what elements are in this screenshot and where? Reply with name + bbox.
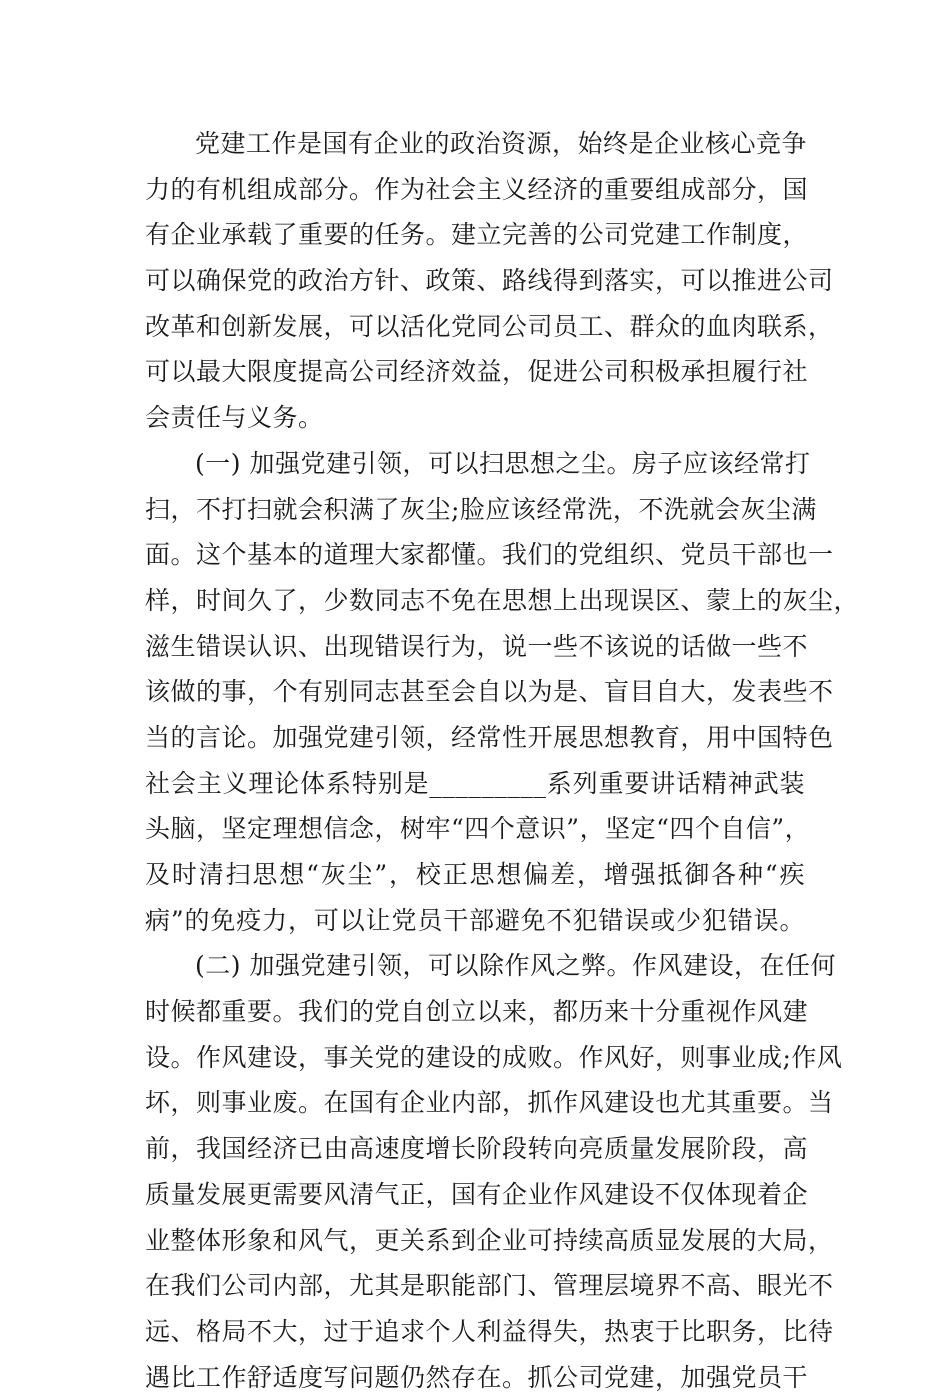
text-line: 可以确保党的政治方针、政策、路线得到落实，可以推进公司 <box>145 266 834 296</box>
text-line: 在我们公司内部，尤其是职能部门、管理层境界不高、眼光不 <box>145 1271 834 1301</box>
text-line: 面。这个基本的道理大家都懂。我们的党组织、党员干部也一 <box>145 540 834 570</box>
text-line: 设。作风建设，事关党的建设的成败。作风好，则事业成;作风 <box>145 1042 843 1072</box>
text-line: 远、格局不大，过于追求个人利益得失，热衷于比职务，比待 <box>145 1316 834 1346</box>
text-line: 前，我国经济已由高速度增长阶段转向亮质量发展阶段，高 <box>145 1134 809 1164</box>
text-line: 样，时间久了，少数同志不免在思想上出现误区、蒙上的灰尘， <box>145 585 860 615</box>
text-line: 扫，不打扫就会积满了灰尘;脸应该经常洗，不洗就会灰尘满 <box>145 494 817 524</box>
text-line: 党建工作是国有企业的政治资源，始终是企业核心竞争 <box>195 129 808 158</box>
text-line: 业整体形象和风气，更关系到企业可持续高质显发展的大局， <box>145 1225 834 1255</box>
text-line: 会责任与义务。 <box>145 403 324 433</box>
text-line: 滋生错误认识、出现错误行为，说一些不该说的话做一些不 <box>145 631 809 661</box>
text-line: 坏，则事业废。在国有企业内部，抓作风建设也尤其重要。当 <box>145 1088 834 1118</box>
document-body <box>145 121 860 1400</box>
text-line: 头脑，坚定理想信念，树牢“四个意识”，坚定“四个自信”， <box>145 814 811 844</box>
text-line: 社会主义理论体系特别是_________系列重要讲话精神武装 <box>145 768 805 798</box>
text-line: 该做的事，个有别同志甚至会自以为是、盲目自大，发表些不 <box>145 677 834 707</box>
text-line: 有企业承载了重要的任务。建立完善的公司党建工作制度， <box>145 220 809 250</box>
text-line: (二) 加强党建引领，可以除作风之弊。作风建设，在任何 <box>195 951 836 981</box>
text-line: 质量发展更需要风清气正，国有企业作风建设不仅体现着企 <box>145 1179 809 1209</box>
text-line: 及时清扫思想“灰尘”，校正思想偏差，增强抵御各种“疾 <box>145 860 805 889</box>
text-line: 改革和创新发展，可以活化党同公司员工、群众的血肉联系， <box>145 311 834 341</box>
text-line: 可以最大限度提高公司经济效益，促进公司积极承担履行社 <box>145 357 809 387</box>
text-line: 遇比工作舒适度写问题仍然存在。抓公司党建，加强党员干 <box>145 1362 809 1392</box>
text-line: 当的言论。加强党建引领，经常性开展思想教育，用中国特色 <box>145 722 834 752</box>
text-line: 病”的免疫力，可以让党员干部避免不犯错误或少犯错误。 <box>145 905 805 935</box>
text-line: 时候都重要。我们的党自创立以来，都历来十分重视作风建 <box>145 997 809 1027</box>
text-line: 力的有机组成部分。作为社会主义经济的重要组成部分，国 <box>145 174 809 204</box>
text-line: (一) 加强党建引领，可以扫思想之尘。房子应该经常打 <box>195 448 811 478</box>
